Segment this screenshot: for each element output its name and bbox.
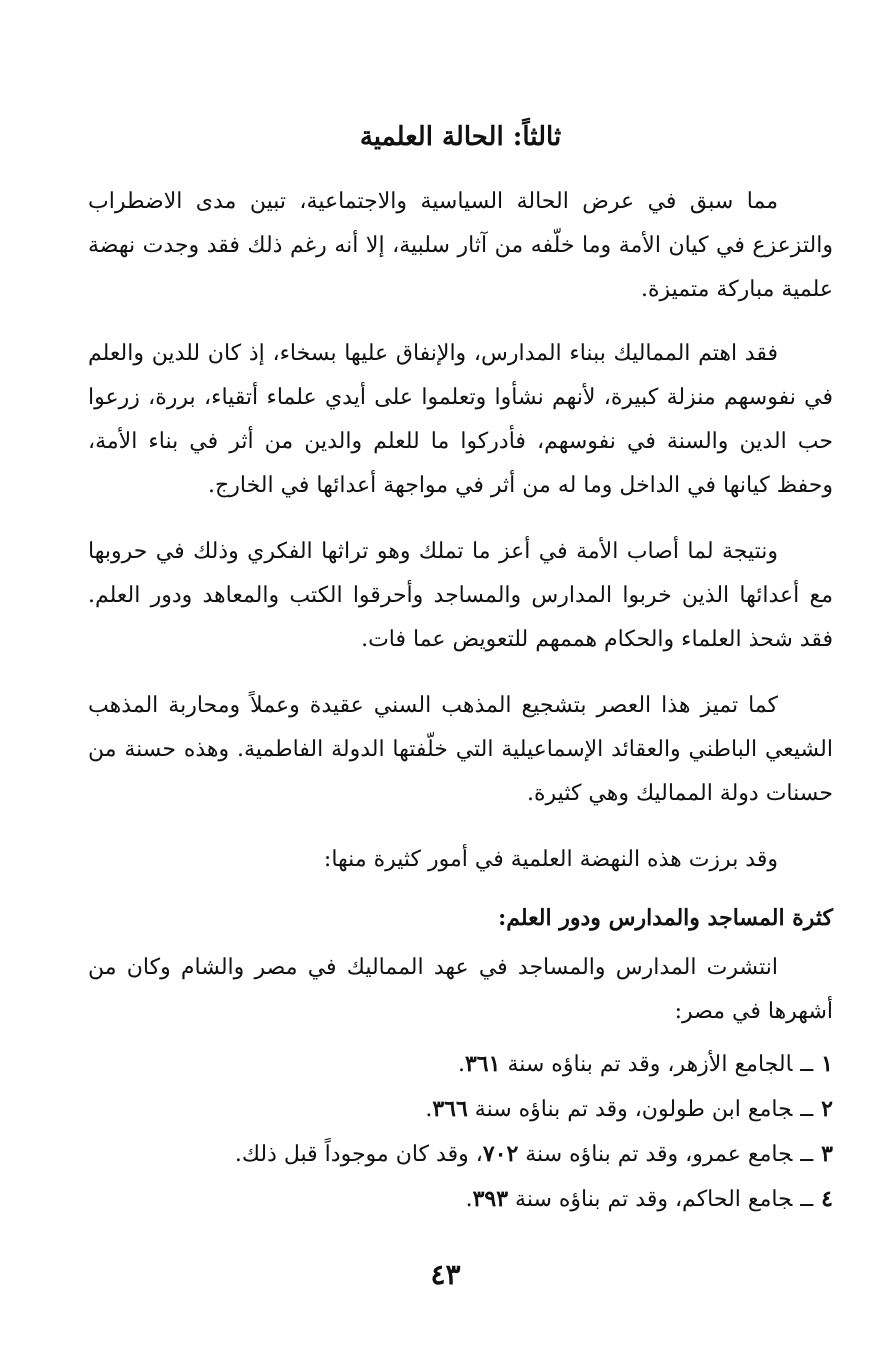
subsection-intro: انتشرت المدارس والمساجد في عهد المماليك في مصر والشام وكان من أشهرها في مصر: [88, 955, 833, 1024]
list-item-tail: . [425, 1097, 433, 1122]
subsection-heading: كثرة المساجد والمدارس ودور العلم: [498, 905, 833, 931]
paragraph-3: ونتيجة لما أصاب الأمة في أعز ما تملك وهو تراثها الفكري وذلك في حروبها مع أعدائها الذين خربوا المدارس والمساجد وأحرقوا الكتب والمعاهد ودور العلم. فقد شحذ العلماء والحكام هممهم للتعويض عما فات. [88, 539, 833, 652]
list-item-number: ٢ [821, 1096, 833, 1122]
list-dash: ــ [800, 1052, 814, 1077]
list-item-number: ٤ [821, 1186, 833, 1212]
list-item-text: جامع الحاكم، وقد تم بناؤه سنة [515, 1187, 793, 1212]
paragraph-2: فقد اهتم المماليك ببناء المدارس، والإنفاق عليها بسخاء، إذ كان للدين والعلم في نفوسهم منزلة كبيرة، لأنهم نشأوا وتعلموا على أيدي علماء أتقياء، بررة، زرعوا حب الدين والسنة في نفوسهم، فأدركوا ما للعلم والدين من أثر في بناء الأمة، وحفظ كيانها في الداخل وما له من أثر في مواجهة أعدائها في الخارج. [88, 341, 833, 498]
list-item-text: جامع ابن طولون، وقد تم بناؤه سنة [474, 1097, 793, 1122]
page-body [88, 112, 833, 1222]
mosque-list [88, 1042, 833, 1222]
list-item-number: ١ [821, 1051, 833, 1077]
list-item-tail: . [465, 1187, 473, 1212]
list-item-year: ٣٦٦ [432, 1096, 468, 1122]
list-item [88, 1177, 833, 1222]
paragraph-5: وقد برزت هذه النهضة العلمية في أمور كثيرة منها: [323, 847, 778, 872]
list-item-tail: . [457, 1052, 465, 1077]
page-number: ٤٣ [430, 1258, 461, 1291]
paragraph-4: كما تميز هذا العصر بتشجيع المذهب السني عقيدة وعملاً ومحاربة المذهب الشيعي الباطني والعقائد الإسماعيلية التي خلّفتها الدولة الفاطمية. وهذه حسنة من حسنات دولة المماليك وهي كثيرة. [88, 693, 833, 806]
list-item-year: ٣٩٣ [472, 1186, 509, 1212]
paragraph-1: مما سبق في عرض الحالة السياسية والاجتماعية، تبين مدى الاضطراب والتزعزع في كيان الأمة وما خلّفه من آثار سلبية، إلا أنه رغم ذلك فقد وجدت نهضة علمية مباركة متميزة. [88, 189, 833, 302]
section-heading: ثالثاً: الحالة العلمية [359, 122, 562, 152]
list-dash: ــ [800, 1097, 814, 1122]
list-dash: ــ [800, 1142, 814, 1167]
list-item [88, 1132, 833, 1177]
list-item-number: ٣ [821, 1141, 833, 1167]
list-item [88, 1087, 833, 1132]
list-item-year: ٣٦١ [464, 1051, 501, 1077]
list-item-year: ٧٠٢ [482, 1141, 519, 1167]
list-item [88, 1042, 833, 1087]
list-item-text: جامع عمرو، وقد تم بناؤه سنة [525, 1142, 793, 1167]
list-dash: ــ [800, 1187, 814, 1212]
list-item-tail: ، وقد كان موجوداً قبل ذلك. [234, 1142, 483, 1167]
list-item-text: الجامع الأزهر، وقد تم بناؤه سنة [507, 1052, 793, 1077]
